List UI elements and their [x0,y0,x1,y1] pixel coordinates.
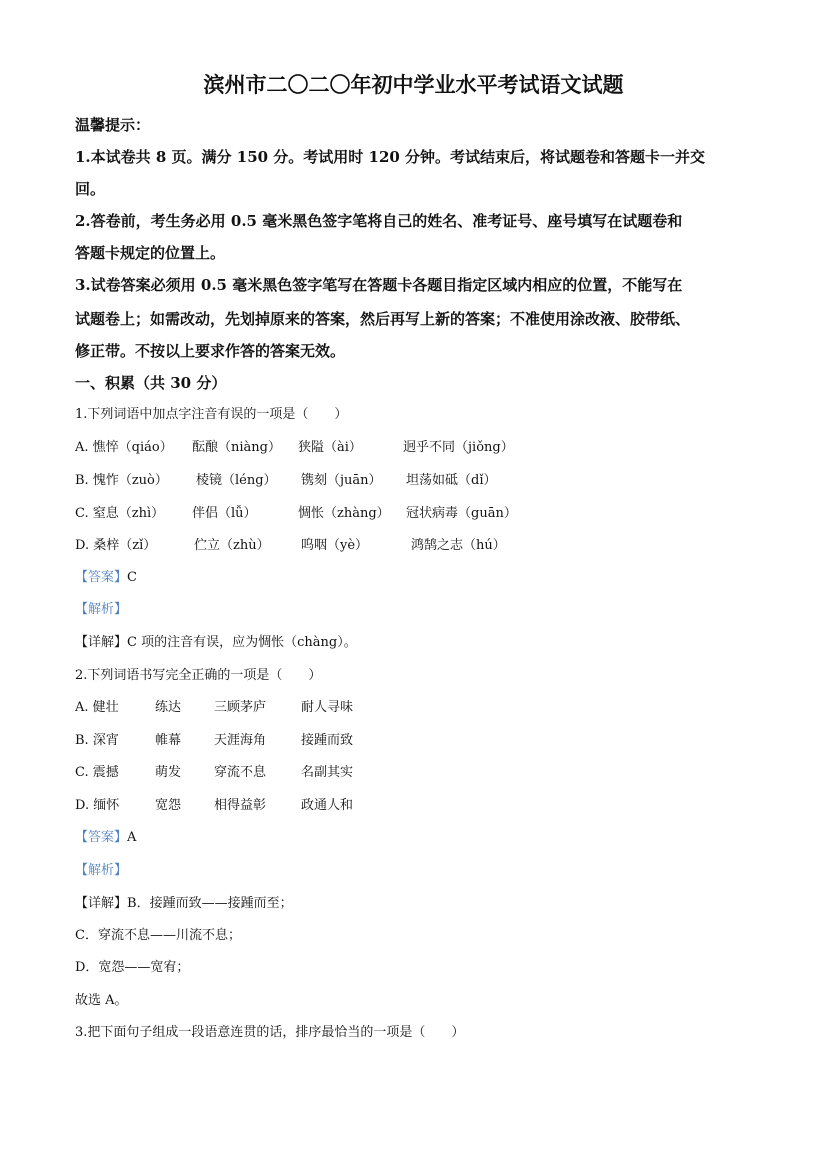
option-row [0,766,827,782]
question-stem: 1.下列词语中加点字注音有误的一项是（ ） [75,407,348,422]
section-heading: 一、积累（共 30 分） [75,374,227,392]
option-item: 练达 [155,700,182,715]
answer-tag: 【答案】 [75,830,128,845]
answer-value: A [127,830,137,845]
detail-line: D．宽怨——宽宥； [75,960,190,975]
notice-line: 回。 [75,180,106,198]
option-item: 棱镜（léng） [196,473,277,488]
answer-line [75,831,136,844]
option-item: 帷幕 [155,733,182,748]
analysis-tag: 【解析】 [75,602,128,617]
option-item: 宽怨 [155,798,182,813]
option-item: B. 深宵 [75,733,119,748]
option-item: D. 桑梓（zǐ） [75,538,157,553]
detail-line [75,897,293,910]
option-item: 三顾茅庐 [214,700,267,715]
notice-line: 修正带。不按以上要求作答的答案无效。 [75,342,346,360]
notice-heading: 温馨提示： [75,116,151,134]
option-item: C. 震撼 [75,765,119,780]
option-row [0,701,827,717]
option-item: 政通人和 [301,798,354,813]
option-item: B. 愧怍（zuò） [75,473,168,488]
conclusion-line: 故选 A。 [75,993,128,1008]
option-row [0,734,827,750]
option-item: 天涯海角 [214,733,267,748]
option-row [0,799,827,815]
option-item: 耐人寻味 [301,700,354,715]
page-title: 滨州市二〇二〇年初中学业水平考试语文试题 [203,72,624,97]
option-row [0,507,827,523]
option-item: 名副其实 [301,765,354,780]
option-item: 冠状病毒（guān） [406,506,517,521]
option-row [0,474,827,490]
detail-line: C．穿流不息——川流不息； [75,928,241,943]
detail-tag: 【详解】 [75,896,128,911]
option-item: C. 窒息（zhì） [75,506,165,521]
notice-line: 2.答卷前，考生务必用 0.5 毫米黑色签字笔将自己的姓名、准考证号、座号填写在试题卷和 [75,212,683,230]
option-row [0,539,827,555]
question-stem: 2.下列词语书写完全正确的一项是（ ） [75,668,322,683]
answer-value: C [127,570,137,585]
option-item: 呜咽（yè） [301,538,369,553]
option-item: 迥乎不同（jiǒng） [403,440,514,455]
detail-line [75,636,357,649]
notice-line: 3.试卷答案必须用 0.5 毫米黑色签字笔写在答题卡各题目指定区域内相应的位置，不能写在 [75,276,683,294]
notice-line: 1.本试卷共 8 页。满分 150 分。考试用时 120 分钟。考试结束后，将试题卷和答题卡一并交 [75,148,706,166]
option-row [0,441,827,457]
option-item: 酝酿（niàng） [192,440,281,455]
question-stem: 3.把下面句子组成一段语意连贯的话，排序最恰当的一项是（ ） [75,1025,465,1040]
detail-text: C 项的注音有误，应为惆怅（chàng）。 [127,635,357,650]
option-item: 狭隘（ài） [298,440,362,455]
option-item: 穿流不息 [214,765,267,780]
option-item: 镌刻（juān） [301,473,382,488]
answer-tag: 【答案】 [75,570,128,585]
option-item: 伴侣（lǚ） [192,506,257,521]
option-item: 伫立（zhù） [194,538,270,553]
option-item: A. 健壮 [75,700,119,715]
notice-line: 答题卡规定的位置上。 [75,244,226,262]
detail-tag: 【详解】 [75,635,128,650]
detail-text: B．接踵而致——接踵而至； [127,896,293,911]
notice-line: 试题卷上；如需改动，先划掉原来的答案，然后再写上新的答案；不准使用涂改液、胶带纸、 [75,310,691,328]
option-item: 萌发 [155,765,182,780]
option-item: 惆怅（zhàng） [298,506,390,521]
option-item: D. 缅怀 [75,798,120,813]
option-item: 相得益彰 [214,798,267,813]
option-item: A. 憔悴（qiáo） [75,440,173,455]
option-item: 鸿鹄之志（hú） [411,538,506,553]
option-item: 坦荡如砥（dǐ） [406,473,497,488]
answer-line [75,571,137,584]
option-item: 接踵而致 [301,733,354,748]
analysis-tag: 【解析】 [75,863,128,878]
